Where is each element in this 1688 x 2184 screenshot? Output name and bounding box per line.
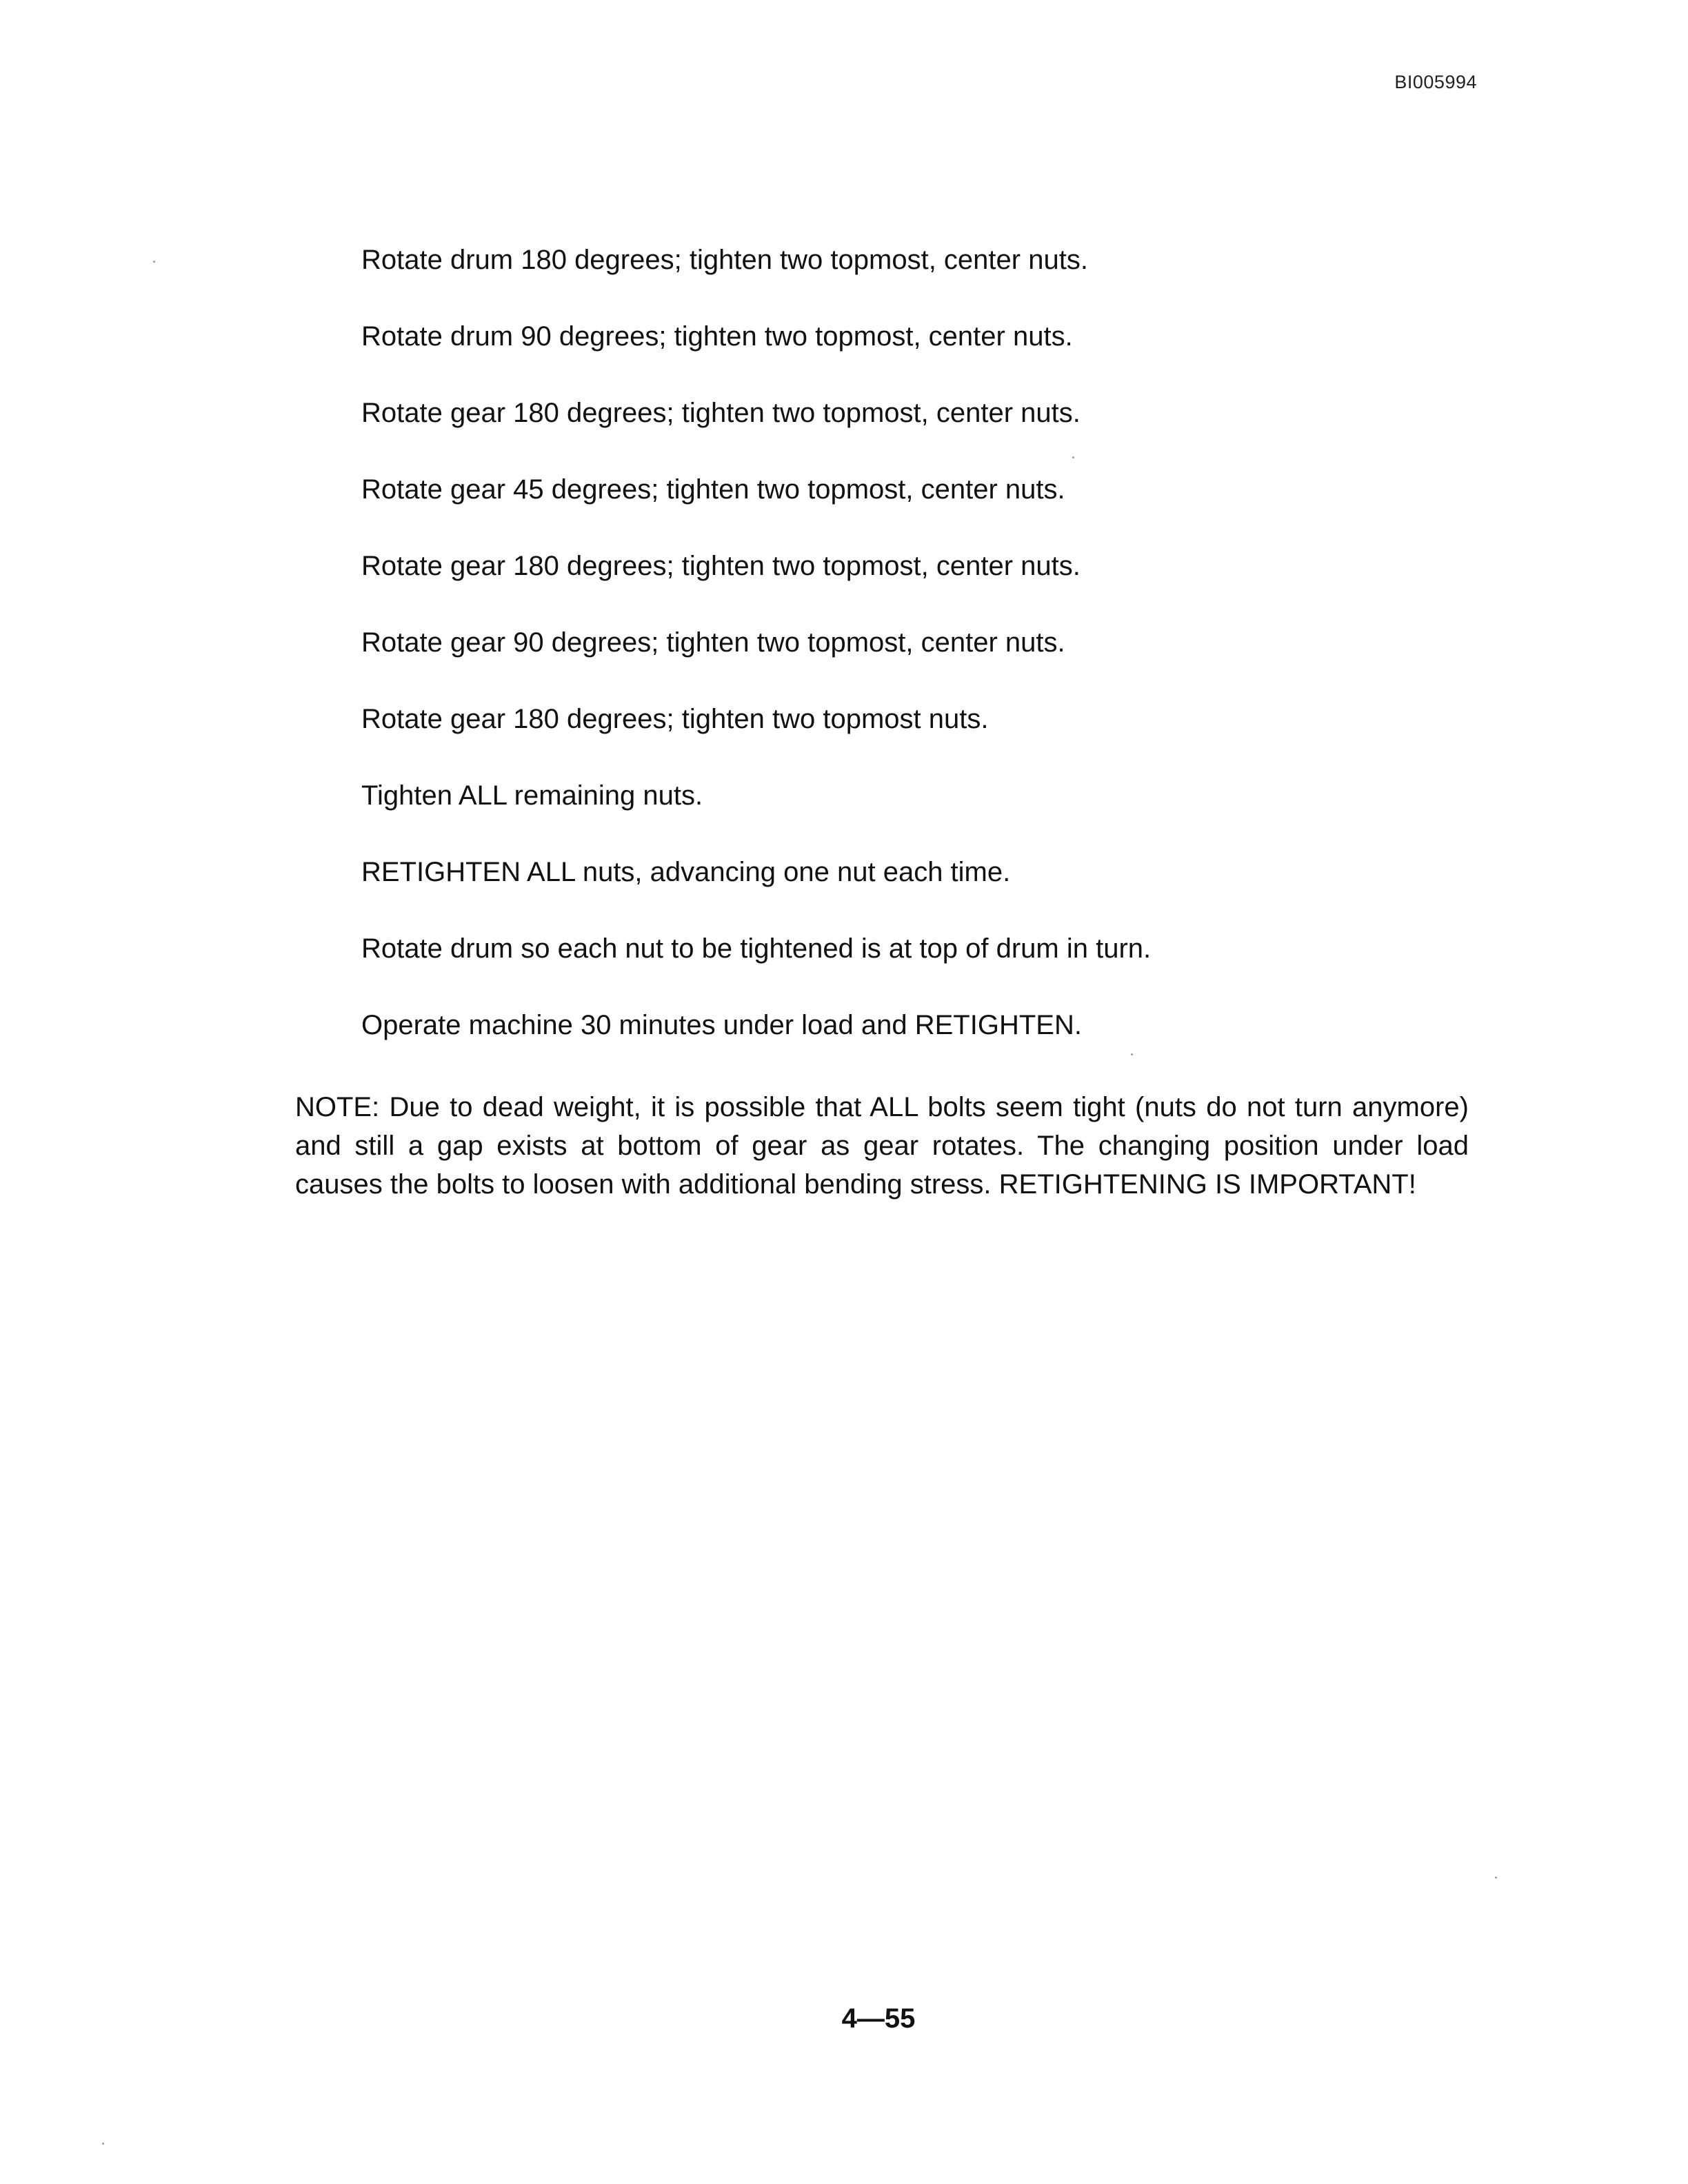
procedure-step: RETIGHTEN ALL nuts, advancing one nut each time. [361,857,1011,887]
procedure-step: Rotate gear 180 degrees; tighten two topmost, center nuts. [361,398,1081,428]
page-number: 4—55 [841,2003,916,2034]
procedure-step: Rotate gear 90 degrees; tighten two topmost, center nuts. [361,627,1065,658]
procedure-step: Rotate gear 180 degrees; tighten two topmost, center nuts. [361,551,1081,581]
procedure-step: Tighten ALL remaining nuts. [361,780,703,811]
procedure-step: Rotate drum 90 degrees; tighten two topmost, center nuts. [361,321,1073,352]
procedure-step: Rotate drum 180 degrees; tighten two topmost, center nuts. [361,245,1088,275]
procedure-step: Operate machine 30 minutes under load and RETIGHTEN. [361,1010,1082,1040]
scan-speck [1131,1053,1133,1055]
scan-speck [1495,1877,1497,1879]
procedure-step: Rotate gear 180 degrees; tighten two topmost nuts. [361,704,989,734]
note-paragraph: NOTE: Due to dead weight, it is possible that ALL bolts seem tight (nuts do not turn anymore) and still a gap exists at bottom of gear as gear rotates. The changing position under load causes the bolts to loosen with additional bending stress. RETIGHTENING IS IMPORTANT! [295,1092,1469,1200]
procedure-step: Rotate gear 45 degrees; tighten two topmost, center nuts. [361,474,1065,505]
scan-speck [1072,456,1074,458]
procedure-steps [361,241,1534,1083]
procedure-step: Rotate drum so each nut to be tightened is at top of drum in turn. [361,933,1152,964]
scan-speck [102,2143,104,2145]
scan-speck [153,261,155,263]
document-id: BI005994 [1394,72,1477,92]
